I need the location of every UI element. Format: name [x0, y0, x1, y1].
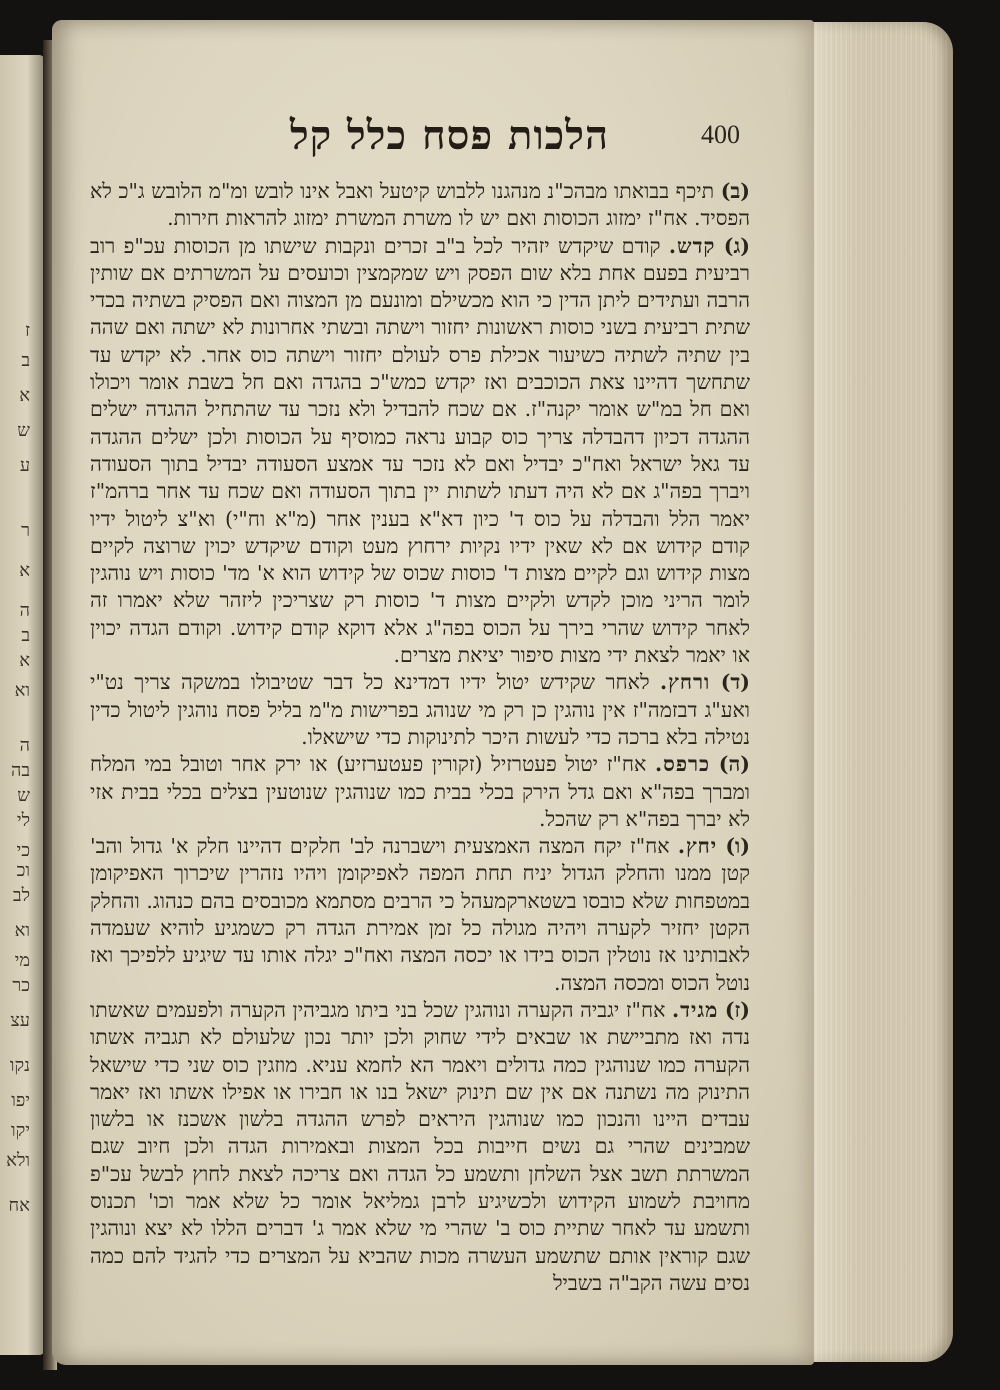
left-page-fragment: לי	[16, 810, 30, 831]
paragraph-marker: (ה)	[718, 752, 750, 777]
page-header	[110, 112, 740, 164]
left-page-fragment: א	[19, 385, 30, 406]
paragraph-b	[90, 178, 750, 233]
paragraph-marker: (ז)	[724, 997, 750, 1022]
left-page-fragment: אח	[8, 1195, 30, 1216]
left-page-fragment: כי	[16, 840, 30, 861]
paragraph-text: לאחר שקידש יטול ידיו דמדינא כל דבר שטיבולו במשקה צריך נט"י ואע"ג דבזמה"ז אין נוהגין כן רק מי שנוהג בפרישות מ"מ בליל פסח נוהגין ליטול כדין נטילה בלא ברכה כדי לעשות היכר לתינוקות כדי שישאלו.	[90, 670, 750, 749]
left-page-fragment: ש	[17, 785, 30, 806]
left-page-fragment: וא	[14, 920, 30, 941]
left-page-fragment: ע	[19, 455, 30, 476]
paragraph-text: אח"ז יגביה הקערה ונוהגין שכל בני ביתו מגביהין הקערה ולפעמים שאשתו נדה ואז מתביישת או שבאים לידי שחוק ולכן יותר נכון שלעולם לא תגביה אשתו הקערה כמו שנוהגין כמה גדולים ויאמר הא לחמא עניא. מוזגין כוס שני כדי שישאל התינוק מה נשתנה אם אין שם תינוק ישאל בנו או חבירו או אפילו אשתו ואז יאמר עבדים היינו והנכון כמו שנוהגין היראים לפרש ההגדה בלשון אשכנז או בלשון שמבינים שהרי גם נשים חייבות בכל המצות ובאמירות הגדה ולכן חיוב שגם המשרתת תשב אצל השלחן ותשמע כל הגדה ואם צריכה לצאת לחוץ לבשל עכ"פ מחויבת לשמוע הקידוש ולכשיגיע לרבן גמליאל אומר כל שלא אמר וכו' תכנוס ותשמע עד לאחר שתיית כוס ב' שהרי מי שלא אמר ג' דברים הללו לא יצא ונוהגין שגם קוראין אותם שתשמע העשרה מכות שהביא על המצרים כדי להגיד להם כמה נסים עשה הקב"ה בשביל	[90, 997, 750, 1295]
left-page-fragment: יקו	[11, 1120, 30, 1141]
paragraph-g	[90, 233, 750, 670]
left-page-fragment: כר	[12, 975, 30, 996]
page-edge-highlight	[808, 22, 858, 1362]
paragraph-marker: (ו)	[725, 834, 750, 859]
left-page-fragment: מי	[14, 950, 30, 971]
left-page-fragment: ז	[24, 320, 30, 341]
left-page-fragment: לב	[12, 885, 30, 906]
left-page-fragment: ב	[21, 350, 30, 371]
left-page-fragment: נקו	[9, 1055, 30, 1076]
paragraph-keyword: יחץ.	[677, 834, 718, 859]
paragraph-text: אח"ז יקח המצה האמצעית וישברנה לב' חלקים דהיינו חלק א' גדול והב' קטן ממנו והחלק הגדול יניח תחת המפה לאפיקומן ויהיו נזהרין שיכרוך האפיקומן במטפחות שלא כובסו בשטארקמעהל כי הרבים מסתמא מכובסים בהם כנהוג. והחלק הקטן יחזיר לקערה ויהיה מגולה כל זמן אמירת הגדה רק כשמגיע לוהיא שעמדה לאבותינו אז נוטלין הכוס בידו או יכסה המצה ואח"כ יגלה אותו עד שיגיע ללפיכך ואז נוטל הכוס ומכסה המצה.	[90, 834, 750, 995]
left-page-fragment: א	[19, 650, 30, 671]
left-page-fragment: ולא	[6, 1150, 30, 1171]
running-title: הלכות פסח כלל קל	[290, 112, 609, 159]
paragraph-keyword: כרפס.	[655, 752, 711, 777]
left-page-fragment: ר	[21, 520, 30, 541]
paragraph-keyword: ורחץ.	[660, 670, 711, 695]
left-page-fragment: ה	[19, 735, 30, 756]
left-page-fragment: ה	[19, 600, 30, 621]
paragraph-marker: (ב)	[720, 179, 750, 203]
left-page-fragment: בה	[10, 760, 30, 781]
paragraph-h	[90, 751, 750, 833]
left-page-fragment: עצ	[10, 1010, 30, 1031]
paragraph-keyword: מגיד.	[671, 997, 719, 1022]
paragraph-d	[90, 669, 750, 751]
paragraph-text: תיכף בבואתו מבהכ"נ מנהגנו ללבוש קיטעל ואבל אינו לובש ומ"מ הלובש ג"כ לא הפסיד. אח"ז ימזוג הכוסות ואם יש לו משרת המשרת ימזוג להראות חירות.	[90, 179, 750, 231]
main-text	[90, 178, 750, 1297]
left-page-fragment: וא	[14, 680, 30, 701]
paragraph-text: אח"ז יטול פעטרזיל (זקורין פעטערזיע) או ירק אחר וטובל במי המלח ומברך בפה"א ואם גדל הירק בכלי בבית כמו שנוהגין שנוטעין בצלים בכלי בבית אזי לא יברך בפה"א רק שהכל.	[90, 752, 750, 831]
paragraph-v	[90, 833, 750, 997]
left-page-fragment: א	[19, 560, 30, 581]
paragraph-marker: (ד)	[720, 670, 750, 695]
left-page-edge	[0, 55, 45, 1355]
paragraph-marker: (ג)	[723, 233, 750, 258]
paragraph-keyword: קדש.	[668, 233, 716, 258]
paragraph-text: קודם שיקדש יזהיר לכל ב"ב זכרים ונקבות שישתו מן הכוסות עכ"פ רוב רביעית בפעם אחת בלא שום הפסק ויש שמקמצין וכועסים על המשרתים אם שותין הרבה ועתידים ליתן הדין כי הוא מכשילם ומונעם מן המצוה ואם הפסיק בשתיה בכדי שתית רביעית בשני כוסות ראשונות יחזור וישתה ובשתי אחרונות לא ישתה ואם שהה בין שתיה לשתיה כשיעור אכילת פרס לעולם יחזור וישתה כוס אחר. לא יקדש עד שתחשך דהיינו צאת הכוכבים ואז יקדש כמש"כ בהגדה ואם חל בשבת אומר ויכולו ואם חל במ"ש אומר יקנה"ז. אם שכח להבדיל ולא נזכר עד שהתחיל ההגדה ישלים ההגדה דכיון דהבדלה צריך כוס קבוע נראה כמוסיף על הכוסות ולכן ישלים ההגדה עד גאל ישראל ואח"כ יבדיל ואם לא נזכר עד אמצע הסעודה יבדיל בתוך הסעודה ויברך בפה"ג אם לא היה דעתו לשתות יין בתוך הסעודה ואם שכח עד אחר ברהמ"ז יאמר הלל והבדלה על כוס ד' כיון דא"א בענין אחר (מ"א וח"י) וא"צ ליטול ידיו קודם קידוש אם לא שאין ידיו נקיות ירחוץ מעט וקודם שיקדש יכוין שרוצה לקיים מצות קידוש וגם לקיים מצות ד' כוסות שכוס של קידוש הוא א' מד' כוסות ויש נוהגין לומר הריני מוכן לקדש ולקיים מצות ד' כוסות רק שצריכין ליזהר שלא יאמרו זה לאחר קידוש שהרי בירך על הכוס בפה"ג אלא דוקא קודם קידוש. וקודם הגדה יכוין או יאמר לצאת ידי מצות סיפור יציאת מצרים.	[90, 233, 750, 668]
paragraph-z	[90, 997, 750, 1297]
left-page-fragment: יפו	[11, 1090, 30, 1111]
page-number: 400	[701, 120, 740, 149]
left-page-fragment: ב	[21, 625, 30, 646]
left-page-fragment: וכ	[16, 860, 30, 881]
left-page-fragment: ש	[17, 420, 30, 441]
